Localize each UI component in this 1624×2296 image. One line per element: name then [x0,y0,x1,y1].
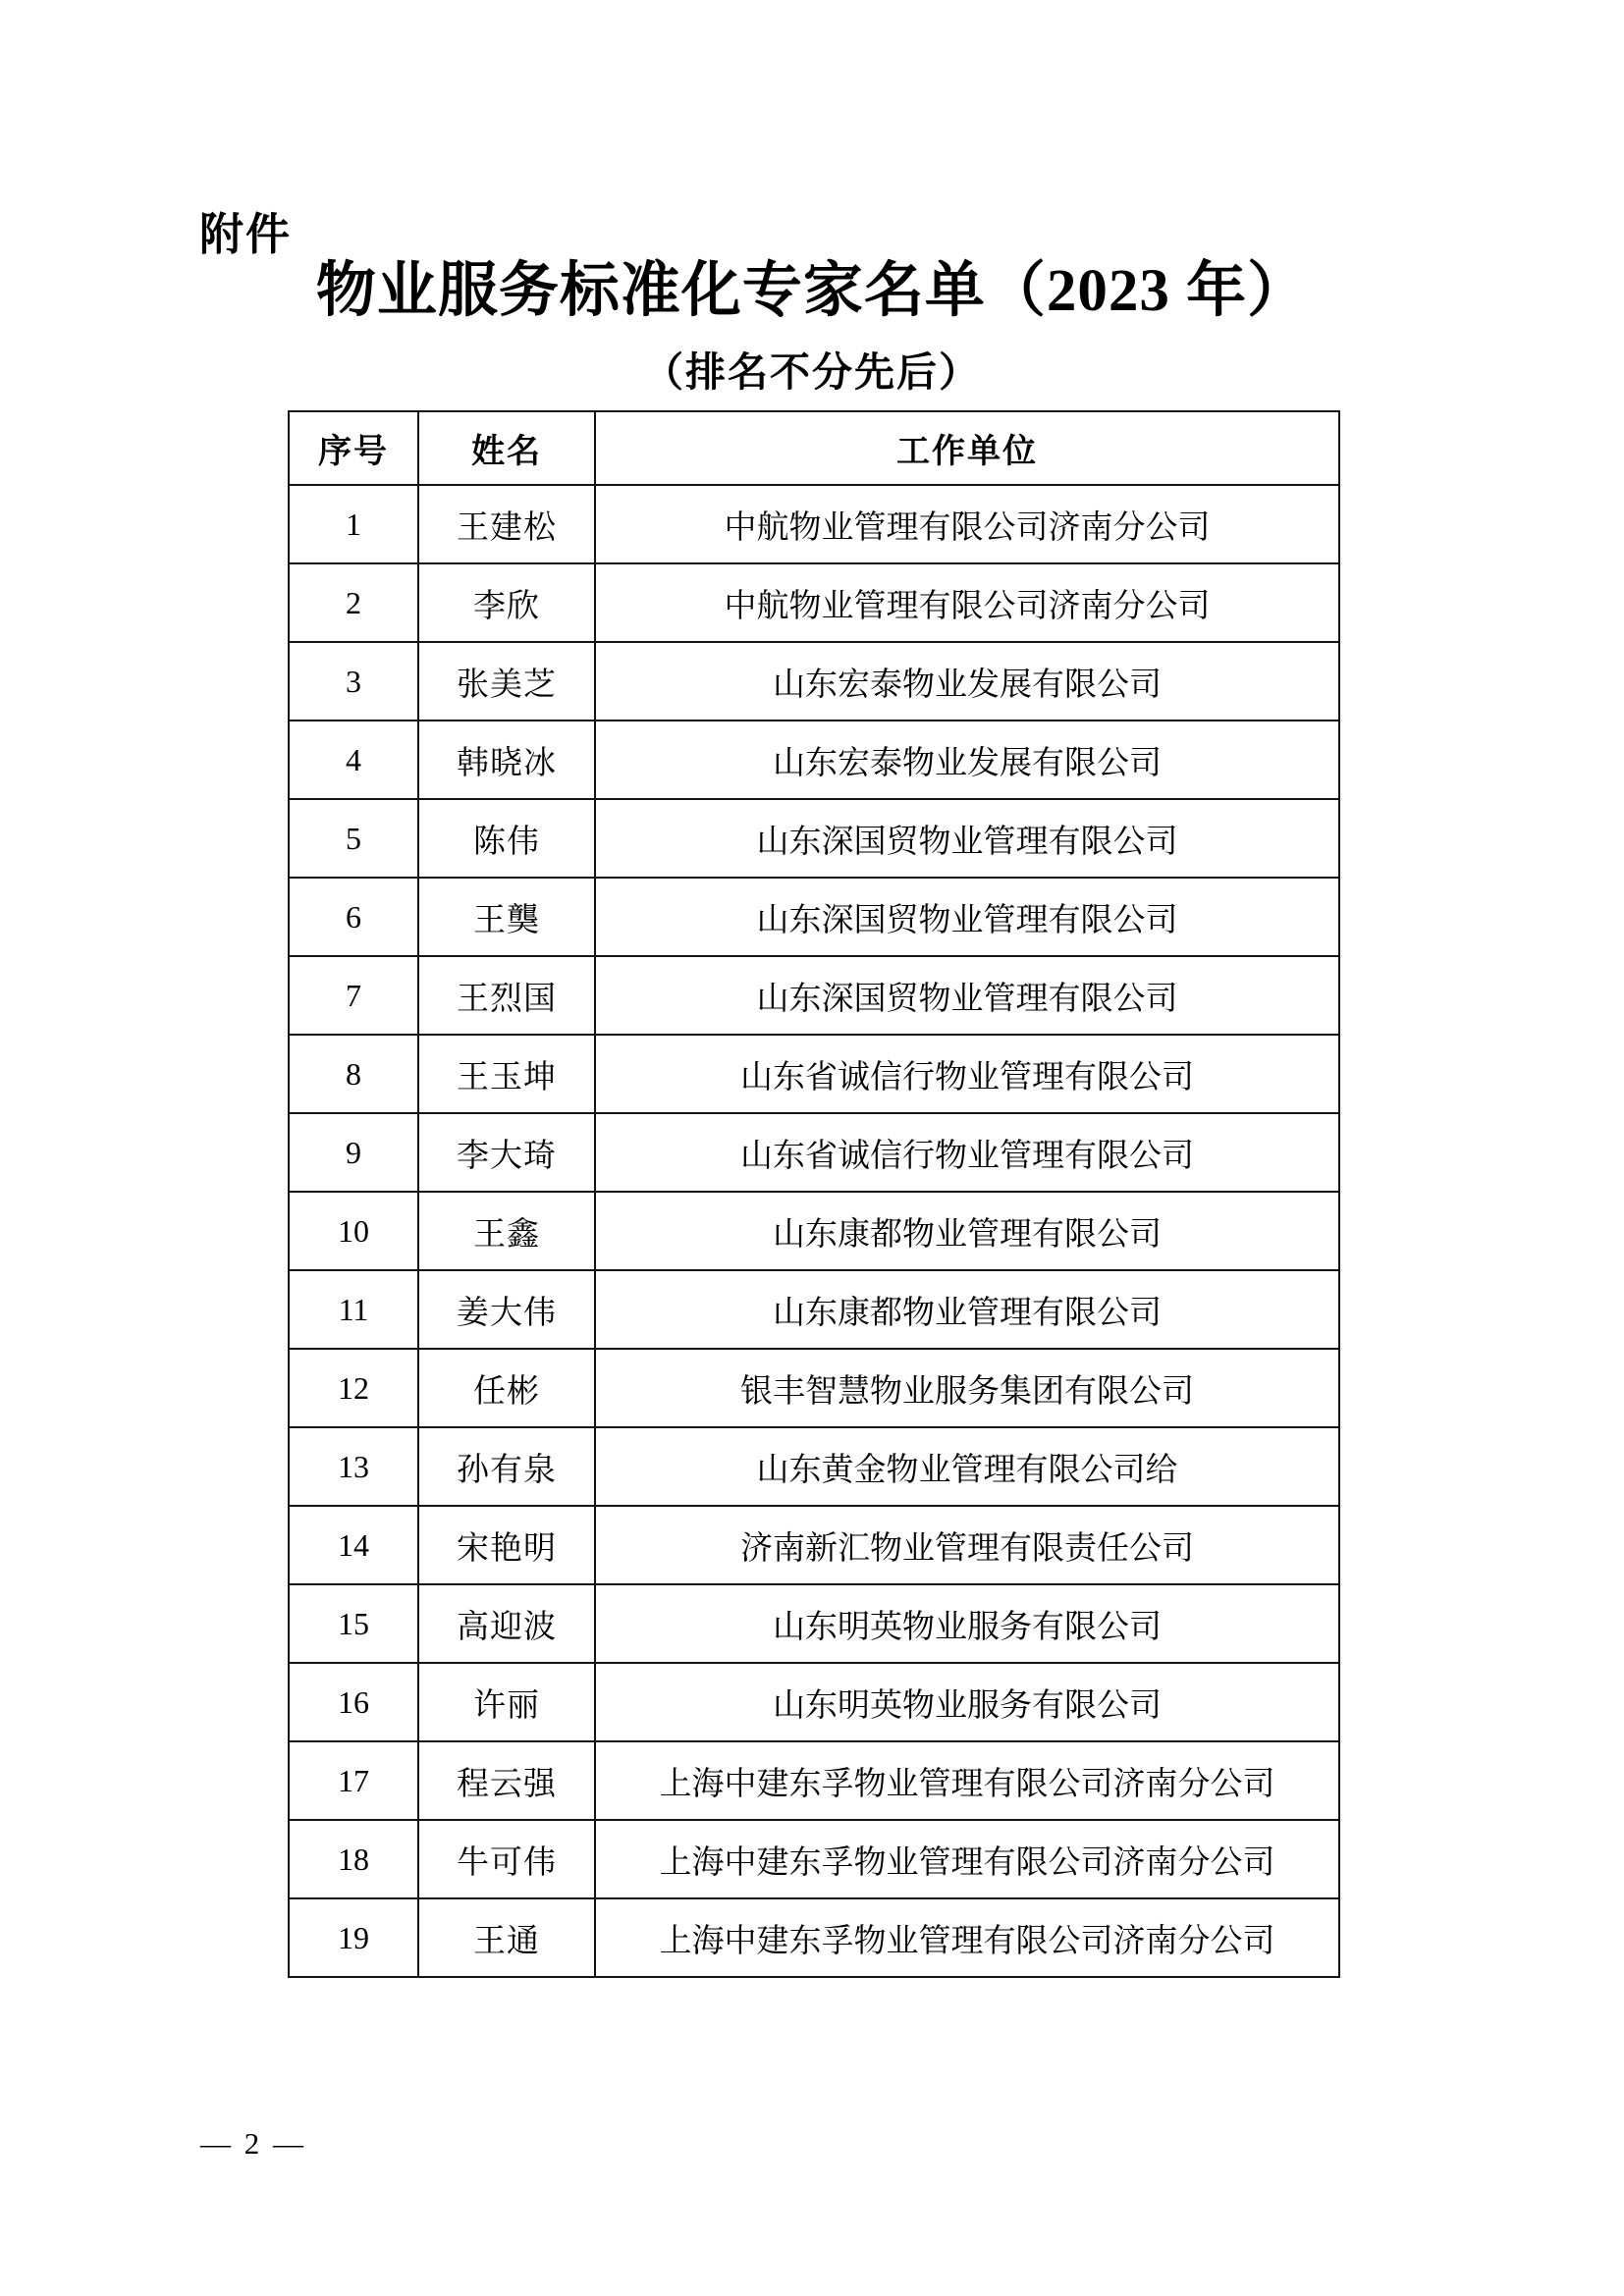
attachment-label: 附件 [199,209,293,259]
expert-table-body [289,485,1339,1977]
org-name: 上海中建东孚物业管理有限公司济南分公司 [595,1820,1339,1898]
table-row [289,485,1339,563]
table-row [289,1820,1339,1898]
org-name: 中航物业管理有限公司济南分公司 [595,485,1339,563]
row-number: 4 [289,721,418,799]
table-row [289,1035,1339,1113]
expert-name: 任彬 [418,1349,595,1427]
table-row [289,1270,1339,1349]
table-row [289,1192,1339,1270]
page-title: 物业服务标准化专家名单（2023 年） [315,258,1309,324]
row-number: 7 [289,956,418,1035]
org-name: 中航物业管理有限公司济南分公司 [595,563,1339,642]
table-row [289,721,1339,799]
row-number: 11 [289,1270,418,1349]
expert-name: 王龑 [418,878,595,956]
table-row [289,1506,1339,1584]
row-number: 1 [289,485,418,563]
org-name: 银丰智慧物业服务集团有限公司 [595,1349,1339,1427]
page-subtitle: （排名不分先后） [643,349,981,395]
row-number: 13 [289,1427,418,1506]
expert-name: 李大琦 [418,1113,595,1192]
row-number: 18 [289,1820,418,1898]
org-name: 山东宏泰物业发展有限公司 [595,642,1339,721]
row-number: 2 [289,563,418,642]
header-cell-number: 序号 [289,411,418,485]
org-name: 山东深国贸物业管理有限公司 [595,956,1339,1035]
expert-name: 李欣 [418,563,595,642]
expert-name: 程云强 [418,1741,595,1820]
row-number: 19 [289,1898,418,1977]
table-row [289,1584,1339,1663]
table-row [289,1741,1339,1820]
org-name: 济南新汇物业管理有限责任公司 [595,1506,1339,1584]
row-number: 5 [289,799,418,878]
expert-name: 孙有泉 [418,1427,595,1506]
row-number: 12 [289,1349,418,1427]
org-name: 山东深国贸物业管理有限公司 [595,878,1339,956]
expert-name: 陈伟 [418,799,595,878]
org-name: 山东省诚信行物业管理有限公司 [595,1035,1339,1113]
expert-name: 牛可伟 [418,1820,595,1898]
table-row [289,1349,1339,1427]
expert-name: 许丽 [418,1663,595,1741]
org-name: 山东省诚信行物业管理有限公司 [595,1113,1339,1192]
table-row [289,563,1339,642]
org-name: 山东宏泰物业发展有限公司 [595,721,1339,799]
header-cell-name: 姓名 [418,411,595,485]
org-name: 山东康都物业管理有限公司 [595,1270,1339,1349]
table-row [289,642,1339,721]
row-number: 14 [289,1506,418,1584]
expert-name: 张美芝 [418,642,595,721]
row-number: 3 [289,642,418,721]
row-number: 6 [289,878,418,956]
table-row [289,1898,1339,1977]
expert-name: 王建松 [418,485,595,563]
table-row [289,1663,1339,1741]
row-number: 17 [289,1741,418,1820]
expert-name: 王通 [418,1898,595,1977]
expert-table [288,410,1340,1978]
expert-name: 高迎波 [418,1584,595,1663]
table-row [289,799,1339,878]
expert-name: 王玉坤 [418,1035,595,1113]
org-name: 上海中建东孚物业管理有限公司济南分公司 [595,1898,1339,1977]
row-number: 15 [289,1584,418,1663]
org-name: 山东康都物业管理有限公司 [595,1192,1339,1270]
row-number: 10 [289,1192,418,1270]
table-row [289,1113,1339,1192]
header-cell-org: 工作单位 [595,411,1339,485]
expert-name: 姜大伟 [418,1270,595,1349]
org-name: 上海中建东孚物业管理有限公司济南分公司 [595,1741,1339,1820]
expert-name: 韩晓冰 [418,721,595,799]
org-name: 山东明英物业服务有限公司 [595,1663,1339,1741]
table-row [289,1427,1339,1506]
page-number: — 2 — [200,2126,306,2161]
expert-name: 宋艳明 [418,1506,595,1584]
table-row [289,878,1339,956]
row-number: 16 [289,1663,418,1741]
org-name: 山东明英物业服务有限公司 [595,1584,1339,1663]
org-name: 山东深国贸物业管理有限公司 [595,799,1339,878]
row-number: 9 [289,1113,418,1192]
expert-name: 王鑫 [418,1192,595,1270]
row-number: 8 [289,1035,418,1113]
expert-table-header [289,411,1339,485]
table-row [289,956,1339,1035]
org-name: 山东黄金物业管理有限公司给 [595,1427,1339,1506]
expert-name: 王烈国 [418,956,595,1035]
header-row [289,411,1339,485]
